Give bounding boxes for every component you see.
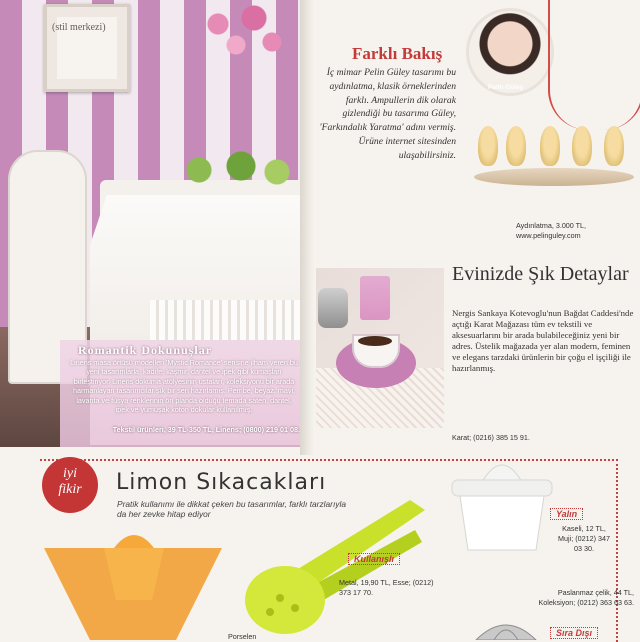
kullanisli-label: Kullanışlı xyxy=(348,553,400,565)
coffee-set-photo xyxy=(316,268,444,428)
wall-frame xyxy=(44,4,130,92)
evinizde-title: Evinizde Şık Detaylar xyxy=(452,263,629,285)
lamp-bulb xyxy=(540,126,560,166)
badge-line-1: iyi xyxy=(63,466,77,481)
evinizde-footer: Karat; (0216) 385 15 91. xyxy=(452,433,530,442)
lamp-bulb xyxy=(506,126,526,166)
porselen-label: Porselen xyxy=(228,632,257,641)
designer-avatar xyxy=(466,8,554,96)
romantik-body: Linens masa örtüsü modelleri 'Mystic Romance' serisine ilham veren bu yeni tasarımlarla, kadife, kaşmir, dantel ve ipek gibi kumaşları birleştiriyor. Linens dokuma atölyesinin ustaları, koleksiyonu bir arada harmanlayan tasarımcılar şık bir seri hazırlamış. Pembe, beyaz, mavi, lavanta ve füsya renklerinin ön planda olduğu temada saten, dantel, ipek ve yumuşak koton dokular kullanılmış. xyxy=(70,358,298,415)
silver-jar xyxy=(318,288,348,328)
romantik-title: Romantik Dokunuşlar xyxy=(78,343,213,357)
lamp-bulb xyxy=(604,126,624,166)
romantik-footer: Tekstil ürünleri, 39 TL-350 TL, Linens; (0800) 219 01 08. xyxy=(112,425,300,434)
green-squeezer-image xyxy=(240,500,430,640)
yalin-label: Yalın xyxy=(550,508,583,520)
coffee xyxy=(358,336,392,346)
steel-details: Paslanmaz çelik, 44 TL, Koleksiyon; (0212) 363 63 63. xyxy=(538,588,634,607)
sira-disi-label: Sıra Dışı xyxy=(550,627,598,639)
farkli-body: İç mimar Pelin Güley tasarımı bu aydınlatma, klasik örneklerinden farklı. Ampullerin dik olarak gizlendiği bu tasarıma Güley, 'Farkındalık Yaratma' adını vermiş. Ürüne internet sitesinden ulaşabilirsiniz. xyxy=(319,67,456,161)
limon-subtitle: Pratik kullanımı ile dikkat çeken bu tasarımlar, farklı tarzlarıyla da her zevke hitap ediyor xyxy=(117,499,346,519)
flower-arrangement xyxy=(175,150,295,190)
lamp-price: Aydınlatma, 3.000 TL, xyxy=(516,221,587,230)
lamp-cables xyxy=(548,0,640,130)
lamp-ring xyxy=(474,168,634,186)
evinizde-body: Nergis Sankaya Kotevoglu'nun Bağdat Caddesi'nde açtığı Karat Mağazası tüm ev tekstili ve aksesuarlarını bir arada bulabileceğiniz yeni bir adres. Üstelik mağazada yer alan modern, feminen ve elegans tarzdaki ürünlerin bir çoğu el işçiliği ile hazırlanmış. xyxy=(452,308,634,373)
hanging-flowers xyxy=(200,0,290,60)
lamp-website: www.pelinguley.com xyxy=(516,231,581,240)
white-squeezer-image xyxy=(446,452,558,552)
frame-caption: (stil merkezi) xyxy=(52,22,106,33)
iyi-fikir-badge xyxy=(42,457,98,513)
avatar-label: Pelin Güley xyxy=(488,84,524,91)
kullanisli-details: Metal, 19,90 TL, Esse; (0212) 373 17 70. xyxy=(339,578,434,597)
badge-line-2: fikir xyxy=(58,482,82,497)
lace-trim xyxy=(150,300,300,340)
lamp-bulb xyxy=(478,126,498,166)
farkli-title: Farklı Bakış xyxy=(352,44,443,63)
lamp-bulb xyxy=(572,126,592,166)
lamp-caption xyxy=(516,221,586,241)
steel-squeezer-image xyxy=(468,616,544,640)
pink-glass xyxy=(360,276,390,320)
yalin-details: Kaseli, 12 TL, Muji; (0212) 347 03 30. xyxy=(558,524,610,553)
orange-squeezer-image xyxy=(44,530,222,640)
limon-title: Limon Sıkacakları xyxy=(116,470,327,495)
